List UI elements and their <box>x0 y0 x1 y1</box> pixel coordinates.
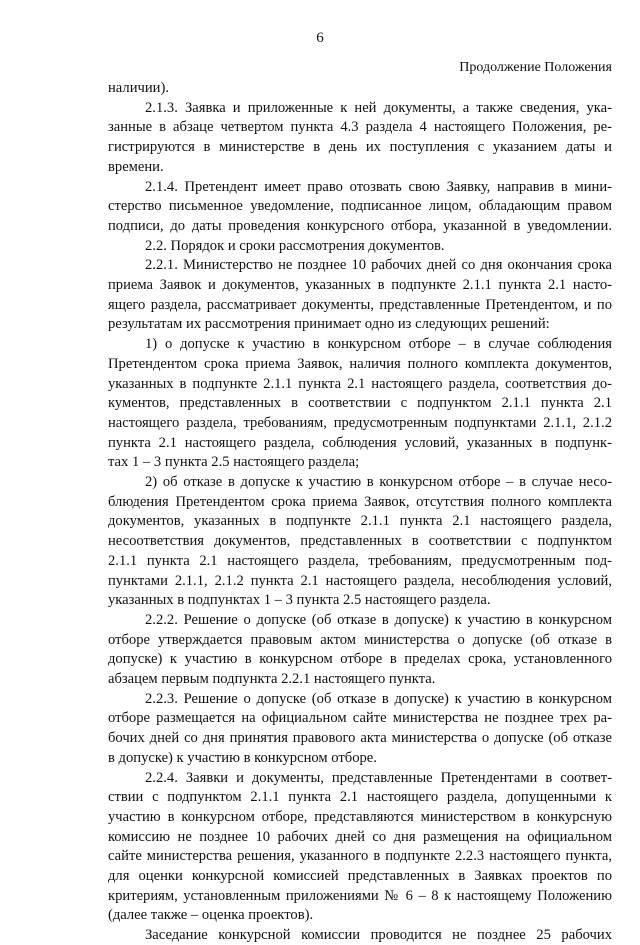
text-line: блюдения Претендентом срока приема Заявок, отсутствия полного комплекта <box>108 493 612 510</box>
text-line: допуске) к участию в конкурсном отборе в пределах срока, установленного <box>108 651 612 668</box>
text-line: участию в конкурсном отборе, представляются министерством в конкурсную <box>108 808 612 825</box>
text-line: в допуске) к участию в конкурсном отборе. <box>108 749 377 766</box>
text-line: абзацем первым подпункта 2.2.1 настоящего пункта. <box>108 671 436 687</box>
text-line: 2.1.3. Заявка и приложенные к ней документы, а также сведения, ука- <box>145 99 612 116</box>
text-line: отборе размещается на официальном сайте министерства не позднее трех ра- <box>108 710 612 727</box>
text-line: 1) о допуске к участию в конкурсном отборе – в случае соблюдения <box>145 336 612 353</box>
text-line: 2.2.1. Министерство не позднее 10 рабочих дней со дня окончания срока <box>145 257 612 274</box>
text-line: тах 1 – 3 пункта 2.5 настоящего раздела; <box>108 454 360 471</box>
text-line: указанных в подпункте 2.1.1 пункта 2.1 настоящего раздела, соответствия до- <box>108 375 612 392</box>
text-line: настоящего раздела, требованиям, предусмотренным подпунктами 2.1.1, 2.1.2 <box>108 414 612 431</box>
text-line: ствии с подпунктом 2.1.1 пункта 2.1 настоящего раздела, допущенными к <box>108 789 612 806</box>
text-line: стерство письменное уведомление, подписанное лицом, обладающим правом <box>108 198 612 215</box>
text-line: 2.2.3. Решение о допуске (об отказе в допуске) к участию в конкурсном <box>145 690 612 707</box>
text-line: подписи, до даты проведения конкурсного отбора, указанной в уведомлении. <box>108 217 612 234</box>
text-line: результатам их рассмотрения принимает одно из следующих решений: <box>108 316 550 333</box>
text-line: Заседание конкурсной комиссии проводится не позднее 25 рабочих <box>145 927 612 944</box>
text-line: сайте министерства решения, указанного в подпункте 2.2.3 настоящего пункта, <box>108 848 612 865</box>
text-line: 2.2. Порядок и сроки рассмотрения документов. <box>145 237 445 254</box>
text-line: 2) об отказе в допуске к участию в конкурсном отборе – в случае несо- <box>145 474 612 490</box>
text-line: отборе утверждается правовым актом министерства о допуске (об отказе в <box>108 631 612 648</box>
text-line: занные в абзаце четвертом пункта 4.3 раздела 4 настоящего Положения, ре- <box>108 119 612 136</box>
text-line: Претендентом срока приема Заявок, наличия полного комплекта документов, <box>108 355 612 372</box>
text-line: несоответствия документов, представленных в соответствии с подпунктом <box>108 533 612 550</box>
text-line: (далее также – оценка проектов). <box>108 907 314 924</box>
text-line: пунктами 2.1.1, 2.1.2 пункта 2.1 настоящего раздела, несоблюдения условий, <box>108 572 612 589</box>
text-line: 2.1.1 пункта 2.1 настоящего раздела, требованиям, предусмотренным под- <box>108 552 612 569</box>
text-line: бочих дней со дня принятия правового акта министерства о допуске (об отказе <box>108 730 612 747</box>
text-line: кументов, представленных в соответствии с подпунктом 2.1.1 пункта 2.1 <box>108 395 612 412</box>
text-line: критериям, установленным приложениями № 6 – 8 к настоящему Положению <box>108 887 612 904</box>
text-line: 2.2.2. Решение о допуске (об отказе в допуске) к участию в конкурсном <box>145 611 612 628</box>
text-line: наличии). <box>108 80 169 96</box>
text-line: гистрируются в министерстве в день их поступления с указанием даты и <box>108 139 612 156</box>
text-line: приема Заявок и документов, указанных в подпункте 2.1.1 пункта 2.1 насто- <box>108 277 612 293</box>
text-line: 2.1.4. Претендент имеет право отозвать свою Заявку, направив в мини- <box>145 178 612 195</box>
running-title: Продолжение Положения <box>459 60 612 75</box>
text-line: ящего раздела, рассматривает документы, представленные Претендентом, и по <box>108 296 612 313</box>
text-line: указанных в подпунктах 1 – 3 пункта 2.5 настоящего раздела. <box>108 592 491 609</box>
text-line: пункта 2.1 настоящего раздела, соблюдения условий, указанных в подпунк- <box>108 434 612 451</box>
text-line: 2.2.4. Заявки и документы, представленные Претендентами в соответ- <box>145 769 612 786</box>
text-line: времени. <box>108 158 164 175</box>
text-line: комиссию не позднее 10 рабочих дней со дня размещения на официальном <box>108 828 612 845</box>
text-line: документов, указанных в подпункте 2.1.1 пункта 2.1 настоящего раздела, <box>108 513 612 530</box>
text-line: для оценки конкурсной комиссией представленных в Заявках проектов по <box>108 868 612 884</box>
page-number: 6 <box>316 30 324 46</box>
